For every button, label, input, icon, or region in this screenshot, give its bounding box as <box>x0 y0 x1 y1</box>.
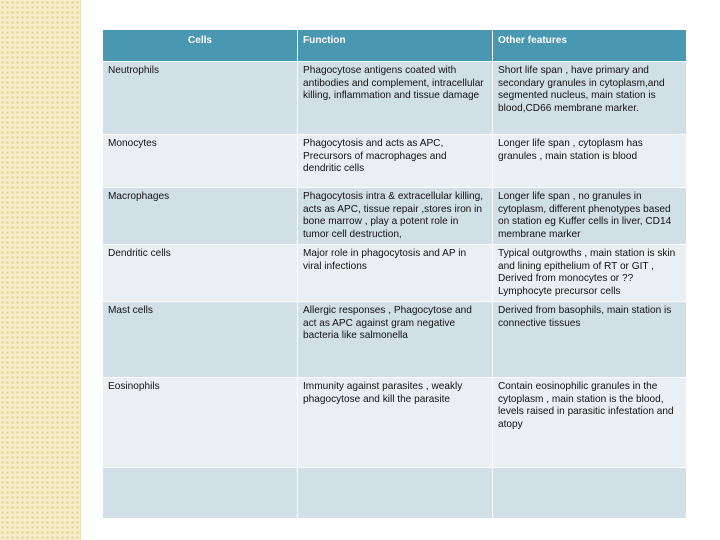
cell-features: Short life span , have primary and secondary granules in cytoplasm,and segmented nucleus, main station is blood,CD66 membrane marker. <box>493 62 687 135</box>
cell-function: Phagocytosis intra & extracellular killing, acts as APC, tissue repair ,stores iron in bone marrow , play a potent role in tumor cell destruction, <box>298 188 493 245</box>
cell-function: Phagocytosis and acts as APC, Precursors of macrophages and dendritic cells <box>298 135 493 188</box>
cell-function: Immunity against parasites , weakly phagocytose and kill the parasite <box>298 378 493 468</box>
table-row <box>103 302 687 378</box>
table-row-empty <box>103 468 687 519</box>
table-row <box>103 378 687 468</box>
header-function: Function <box>298 30 493 62</box>
cell-name: Eosinophils <box>103 378 298 468</box>
cell-function: Allergic responses , Phagocytose and act as APC against gram negative bacteria like salmonella <box>298 302 493 378</box>
cell-features: Derived from basophils, main station is connective tissues <box>493 302 687 378</box>
cell-name: Macrophages <box>103 188 298 245</box>
cell-function: Phagocytose antigens coated with antibodies and complement, intracellular killing, inflammation and tissue damage <box>298 62 493 135</box>
cell-function <box>298 468 493 519</box>
cell-features <box>493 468 687 519</box>
cell-features: Contain eosinophilic granules in the cytoplasm , main station is the blood, levels raised in parasitic infestation and atopy <box>493 378 687 468</box>
header-cells: Cells <box>103 30 298 62</box>
cell-name <box>103 468 298 519</box>
cell-features: Typical outgrowths , main station is skin and lining epithelium of RT or GIT , Derived from monocytes or ?? Lymphocyte precursor cells <box>493 245 687 302</box>
cells-table <box>102 29 687 519</box>
table-row <box>103 62 687 135</box>
cell-function: Major role in phagocytosis and AP in viral infections <box>298 245 493 302</box>
cell-features: Longer life span , no granules in cytoplasm, different phenotypes based on station eg Kuffer cells in liver, CD14 membrane marker <box>493 188 687 245</box>
table-row <box>103 135 687 188</box>
header-other-features: Other features <box>493 30 687 62</box>
cell-name: Mast cells <box>103 302 298 378</box>
cell-name: Dendritic cells <box>103 245 298 302</box>
table-row <box>103 188 687 245</box>
decorative-side-strip <box>0 0 81 540</box>
header-row <box>103 30 687 62</box>
cell-name: Monocytes <box>103 135 298 188</box>
table-row <box>103 245 687 302</box>
cell-features: Longer life span , cytoplasm has granules , main station is blood <box>493 135 687 188</box>
cell-name: Neutrophils <box>103 62 298 135</box>
